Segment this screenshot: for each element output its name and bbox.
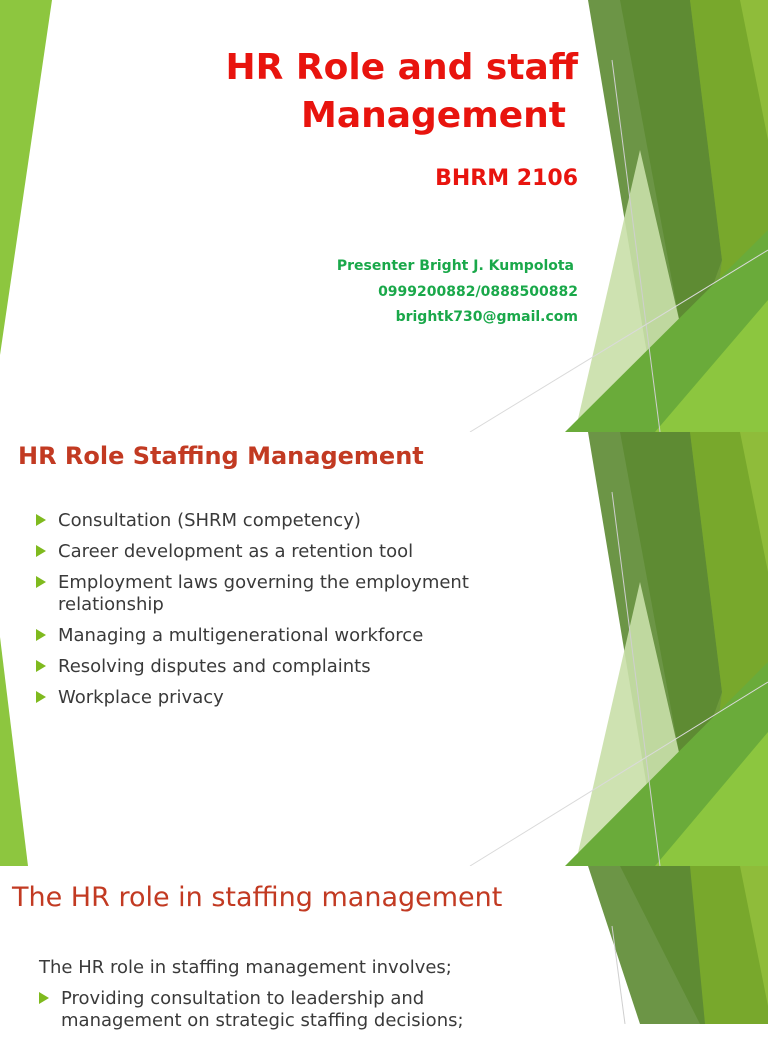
title-line-1: HR Role and staff	[225, 47, 578, 88]
bullet-arrow-icon	[36, 660, 46, 672]
presenter-phone: 0999200882/0888500882	[378, 284, 578, 300]
list-item: Career development as a retention tool	[36, 541, 469, 563]
slide-2-bullet-list	[36, 510, 469, 718]
list-item: Resolving disputes and complaints	[36, 656, 469, 678]
slide-title	[0, 0, 768, 432]
list-item: Employment laws governing the employment relationship	[36, 572, 469, 616]
slide-3-bullet-list	[39, 988, 464, 1041]
list-item: Consultation (SHRM competency)	[36, 510, 469, 532]
presenter-name: Presenter Bright J. Kumpolota	[336, 258, 574, 274]
bullet-arrow-icon	[36, 545, 46, 557]
list-item: Workplace privacy	[36, 687, 469, 709]
course-code: BHRM 2106	[435, 166, 578, 191]
list-item: Managing a multigenerational workforce	[36, 625, 469, 647]
bullet-arrow-icon	[36, 629, 46, 641]
slide-3-heading: The HR role in staffing management	[12, 882, 503, 913]
slide-2-heading: HR Role Staffing Management	[18, 442, 424, 470]
list-item: Providing consultation to leadership and management on strategic staffing decisions;	[39, 988, 464, 1032]
bullet-arrow-icon	[36, 514, 46, 526]
presenter-email: brightk730@gmail.com	[395, 309, 578, 325]
presentation-title	[226, 44, 578, 140]
bullet-arrow-icon	[36, 691, 46, 703]
bullet-arrow-icon	[39, 992, 49, 1004]
slide-3-intro: The HR role in staffing management involves;	[39, 957, 452, 978]
bullet-arrow-icon	[36, 576, 46, 588]
title-line-2: Management	[301, 95, 566, 136]
